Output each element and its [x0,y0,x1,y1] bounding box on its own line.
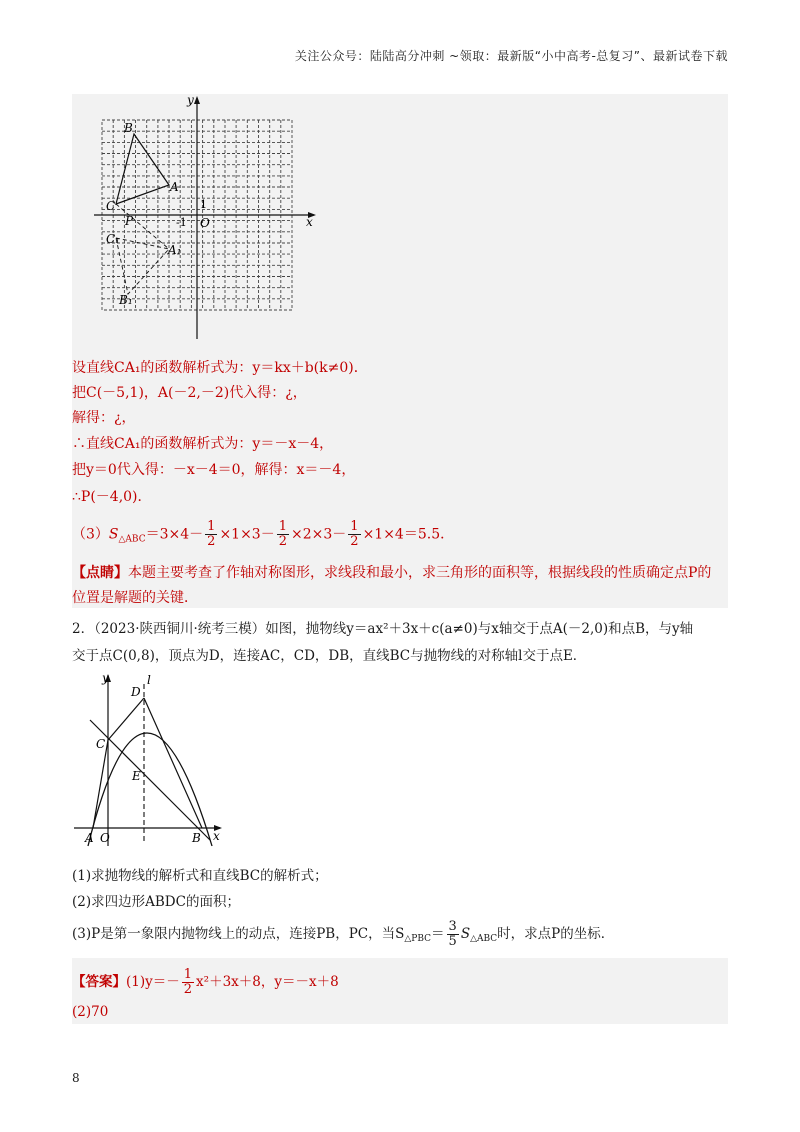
answer-line-2: (2)70 [72,1004,109,1020]
fig2-label-E: E [132,769,141,783]
question-3: (3)P是第一象限内抛物线上的动点，连接PB，PC，当$S_{\triangle PBC}=$ $\frac{3}{5}$ $S_{\triangle ABC}$时，求点P的坐标． [72,919,615,949]
fig2-label-B: B [192,831,201,845]
answer-line-1: 【答案】(1)y＝－ $\frac{1}{2}$ x²＋3x＋8，y＝－x＋8 [72,967,339,997]
fig1-label-B: B [124,121,133,135]
solution-line-2: 把C(－5,1)，A(－2,－2)代入得：¿， [72,385,307,401]
fig1-label-C: C [106,199,116,213]
fraction-half: $\frac{1}{2}$ [183,967,193,997]
question-1: (1)求抛物线的解析式和直线BC的解析式； [72,868,328,884]
fig1-label-y: y [187,94,194,107]
fig1-label-B1: B₁ [119,293,133,307]
fig2-label-y: y [102,671,109,685]
fig2-label-O: O [100,831,110,845]
fig1-label-one: 1 [200,198,207,211]
note-line-2: 位置是解题的关键． [72,590,198,606]
fig2-label-A: A [85,831,94,845]
question-2: (2)求四边形ABDC的面积； [72,894,240,910]
problem2-line-2: 交于点C(0,8)，顶点为D，连接AC，CD，DB，直线BC与抛物线的对称轴l交于点E． [72,648,587,664]
fig2-label-D: D [131,685,141,699]
fraction-half: $\frac{1}{2}$ [278,519,287,549]
fig1-label-origin: O [200,216,210,230]
fig1-label-A1: A₁ [168,243,182,257]
solution-line-3: 解得：¿， [72,410,136,426]
solution-line-5: 把y＝0代入得：－x－4＝0，解得：x＝－4， [72,462,356,478]
fig1-label-C1: C₁ [106,232,120,246]
page-number: 8 [72,1071,80,1085]
solution-line-area: $(3)S_{\triangle ABC}=3\times 4-$ $\frac{1}{2}$ ×1×3－ $\frac{1}{2}$ ×2×3－ $\frac{1}{2}$ ×1×4＝5.5． [72,519,455,549]
fraction-half: $\frac{1}{2}$ [350,519,359,549]
figure-parabola [72,670,232,850]
solution-line-6: ∴P(－4,0)． [72,489,152,505]
fraction-half: $\frac{1}{2}$ [207,519,216,549]
fraction-three-fifths: $\frac{3}{5}$ [448,919,457,949]
fig1-label-neg1: -1 [176,216,187,229]
fig1-label-P: P [125,214,134,228]
fig1-label-x: x [306,215,313,229]
page-header: 关注公众号：陆陆高分冲刺 ~领取：最新版“小中高考-总复习”、最新试卷下载 [294,49,728,63]
fig2-label-x: x [213,829,220,843]
note-line-1: 【点睛】本题主要考查了作轴对称图形，求线段和最小，求三角形的面积等，根据线段的性质确定点P的 [72,565,712,581]
figure-symmetric-triangles [94,94,334,344]
fig1-label-A: A [170,180,179,194]
problem2-line-1: 2．（2023·陕西铜川·统考三模）如图，抛物线y＝ax²＋3x＋c(a≠0)与x轴交于点A(－2,0)和点B，与y轴 [72,621,694,637]
fig2-label-C: C [96,737,106,751]
fig2-label-l: l [147,673,151,687]
solution-line-1: 设直线CA₁的函数解析式为：y＝kx＋b(k≠0)． [72,360,368,376]
solution-line-4: ∴直线CA₁的函数解析式为：y＝－x－4， [72,436,334,452]
